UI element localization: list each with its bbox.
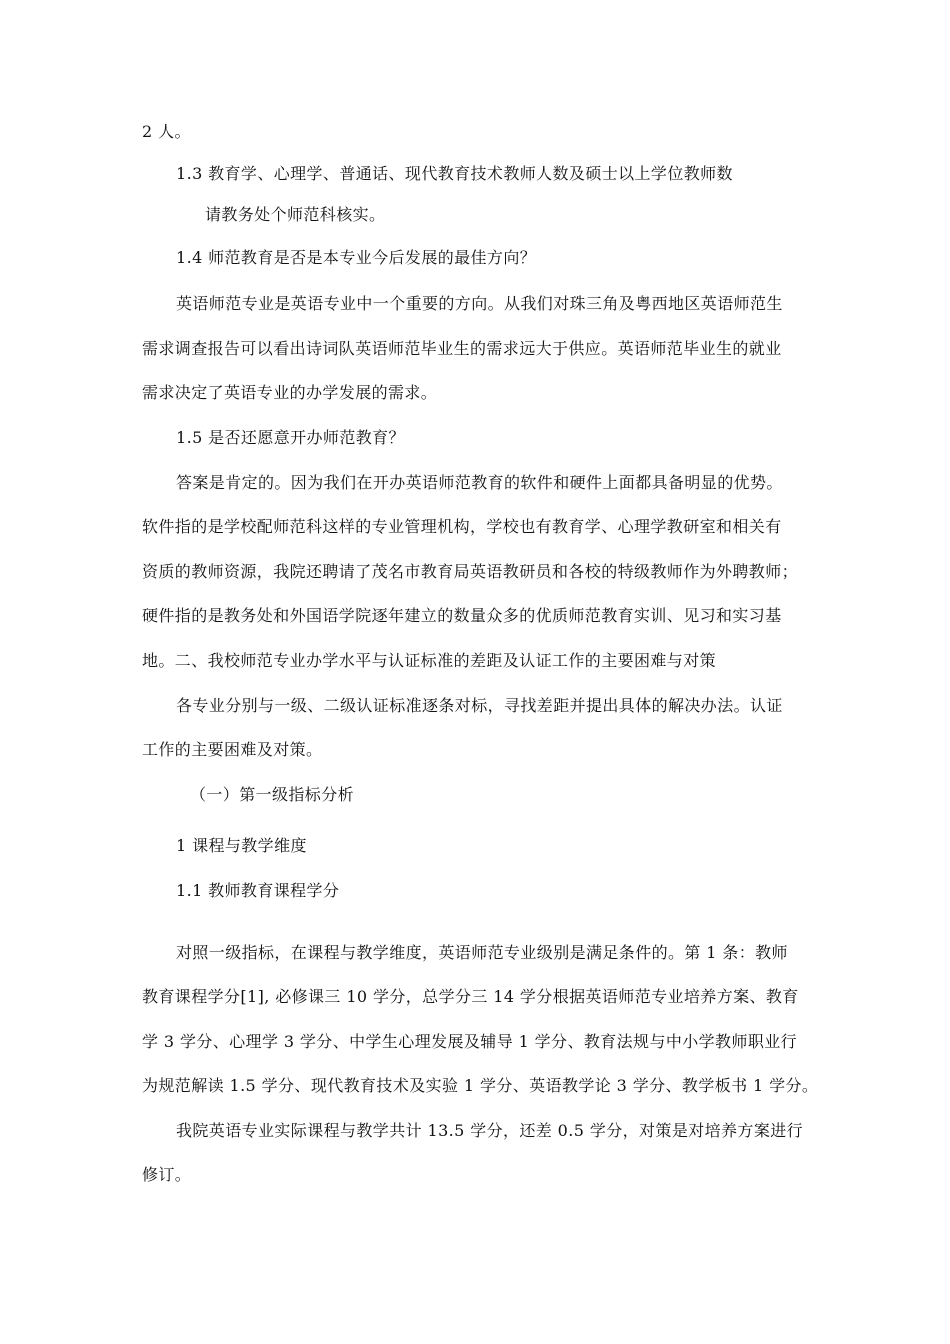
text-line: 我院英语专业实际课程与教学共计 13.5 学分，还差 0.5 学分，对策是对培养方案进行	[176, 1121, 804, 1140]
text-line: 地。二、我校师范专业办学水平与认证标准的差距及认证工作的主要困难与对策	[142, 651, 717, 670]
text-line: 需求调查报告可以看出诗词队英语师范毕业生的需求远大于供应。英语师范毕业生的就业	[142, 339, 782, 358]
section-heading-1-4: 1.4 师范教育是否是本专业今后发展的最佳方向？	[176, 248, 537, 267]
text-line: 对照一级指标，在课程与教学维度，英语师范专业级别是满足条件的。第 1 条：教师	[176, 943, 788, 962]
section-heading-1-1: 1.1 教师教育课程学分	[176, 881, 340, 900]
text-line: 软件指的是学校配师范科这样的专业管理机构，学校也有教育学、心理学教研室和相关有	[142, 517, 782, 536]
text-line: 为规范解读 1.5 学分、现代教育技术及实验 1 学分、英语教学论 3 学分、教学板书 1 学分。	[142, 1076, 819, 1095]
text-line: 答案是肯定的。因为我们在开办英语师范教育的软件和硬件上面都具备明显的优势。	[176, 473, 783, 492]
text-line: 资质的教师资源，我院还聘请了茂名市教育局英语教研员和各校的特级教师作为外聘教师；	[142, 562, 799, 581]
text-line: 请教务处个师范科核实。	[205, 205, 386, 224]
text-line: 需求决定了英语专业的办学发展的需求。	[142, 383, 438, 402]
text-line: 修订。	[142, 1165, 192, 1184]
text-line: 各专业分别与一级、二级认证标准逐条对标，寻找差距并提出具体的解决办法。认证	[176, 696, 783, 715]
text-line: 教育课程学分[1], 必修课三 10 学分，总学分三 14 学分根据英语师范专业培养方案、教育	[142, 987, 799, 1006]
section-heading-1: 1 课程与教学维度	[176, 836, 307, 855]
section-heading-1-5: 1.5 是否还愿意开办师范教育？	[176, 428, 405, 447]
text-line: 工作的主要困难及对策。	[142, 740, 323, 759]
section-heading-level-1: （一）第一级指标分析	[190, 785, 355, 804]
text-line: 硬件指的是教务处和外国语学院逐年建立的数量众多的优质师范教育实训、见习和实习基	[142, 606, 782, 625]
text-line: 2 人。	[142, 122, 191, 141]
section-heading-1-3: 1.3 教育学、心理学、普通话、现代教育技术教师人数及硕士以上学位教师数	[176, 164, 733, 183]
text-line: 英语师范专业是英语专业中一个重要的方向。从我们对珠三角及粤西地区英语师范生	[176, 294, 783, 313]
text-line: 学 3 学分、心理学 3 学分、中学生心理发展及辅导 1 学分、教育法规与中小学教师职业行	[142, 1032, 798, 1051]
